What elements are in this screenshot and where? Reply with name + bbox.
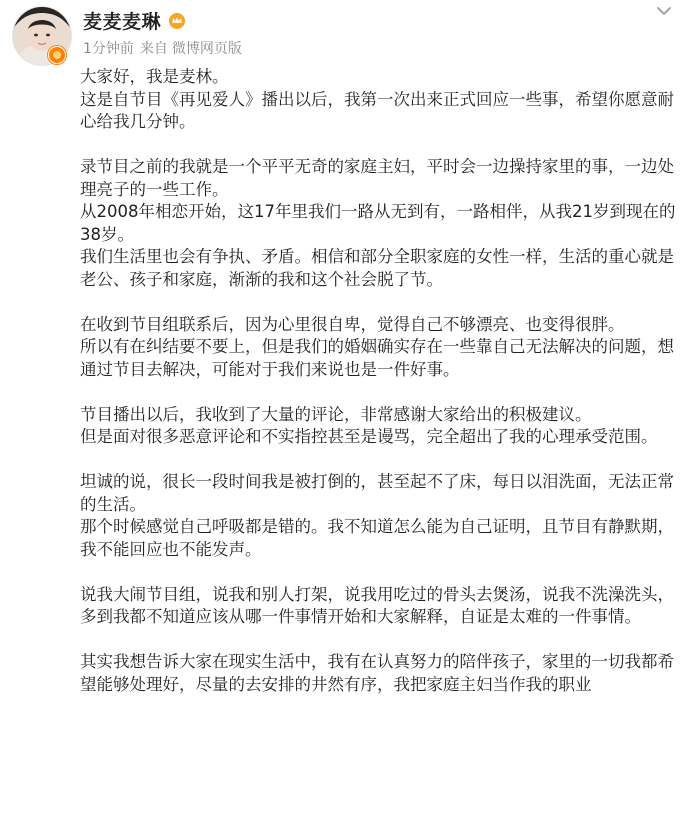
post-paragraph: 那个时候感觉自己呼吸都是错的。我不知道怎么能为自己证明，且节目有静默期，我不能回应也不能发声。: [80, 517, 674, 559]
username-row: [83, 7, 187, 33]
vip-badge-icon: [48, 46, 66, 64]
post-paragraph: 所以有在纠结要不要上，但是我们的婚姻确实存在一些靠自己无法解决的问题，想通过节目去解决，可能对于我们来说也是一件好事。: [80, 337, 674, 379]
post-paragraph: 节目播出以后，我收到了大量的评论，非常感谢大家给出的积极建议。: [80, 404, 592, 424]
post-paragraph: 坦诚的说，很长一段时间我是被打倒的，甚至起不了床，每日以泪洗面，无法正常的生活。: [80, 472, 674, 514]
post-paragraph: 在收到节目组联系后，因为心里很自卑，觉得自己不够漂亮、也变得很胖。: [80, 314, 625, 334]
post-paragraph: 其实我想告诉大家在现实生活中，我有在认真努力的陪伴孩子，家里的一切我都希望能够处理好，尽量的去安排的井然有序，我把家庭主妇当作我的职业: [80, 652, 674, 694]
chevron-down-icon[interactable]: [652, 2, 676, 20]
post-header: [0, 0, 690, 70]
crown-icon: [167, 11, 187, 29]
username[interactable]: 麦麦麦琳: [83, 10, 162, 33]
post-paragraph: 说我大闹节目组，说我和别人打架，说我用吃过的骨头去煲汤，说我不洗澡洗头，多到我都不知道应该从哪一件事情开始和大家解释，自证是太难的一件事情。: [80, 584, 674, 626]
post-paragraph: 录节目之前的我就是一个平平无奇的家庭主妇，平时会一边操持家里的事，一边处理亮子的一些工作。: [80, 157, 674, 199]
post-meta: [83, 38, 242, 58]
source-prefix: 来自: [139, 41, 168, 57]
post-source: 微博网页版: [171, 41, 242, 57]
post-paragraph: 这是自节目《再见爱人》播出以后，我第一次出来正式回应一些事，希望你愿意耐心给我几分钟。: [80, 89, 674, 131]
post-paragraph: 我们生活里也会有争执、矛盾。相信和部分全职家庭的女性一样，生活的重心就是老公、孩子和家庭，渐渐的我和这个社会脱了节。: [80, 247, 674, 289]
post-paragraph: 大家好，我是麦林。: [80, 67, 229, 86]
post-time[interactable]: 1分钟前: [83, 41, 134, 57]
post-paragraph: 但是面对很多恶意评论和不实指控甚至是谩骂，完全超出了我的心理承受范围。: [80, 427, 658, 446]
post-paragraph: 从2008年相恋开始，这17年里我们一路从无到有，一路相伴，从我21岁到现在的38岁。: [80, 202, 676, 244]
post-body: [80, 66, 685, 696]
